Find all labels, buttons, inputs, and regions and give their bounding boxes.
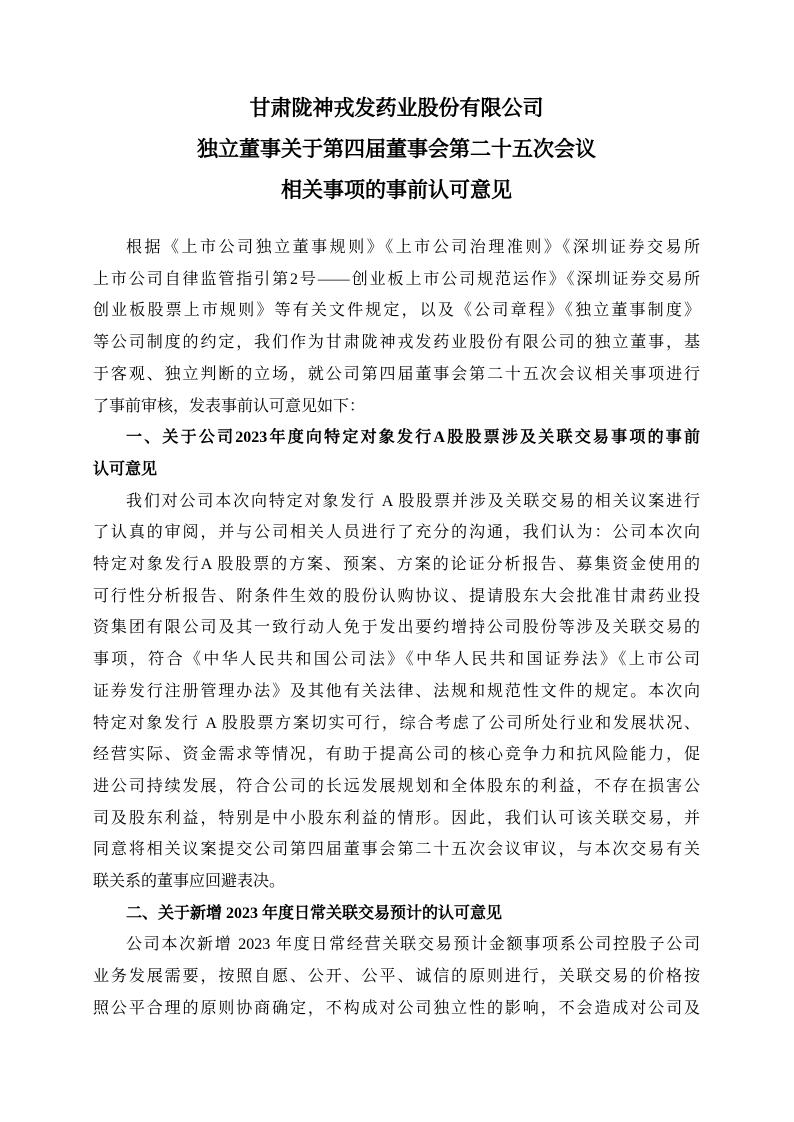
section-heading (93, 898, 700, 930)
title-line: 相关事项的事前认可意见 (281, 178, 512, 202)
text-line: 二、关于新增 2023 年度日常关联交易预计的认可意见 (126, 904, 503, 922)
document-title (93, 88, 700, 211)
paragraph (93, 232, 700, 422)
paragraph (93, 486, 700, 898)
text-line: 证券发行注册管理办法》及其他有关法律、法规和规范性文件的规定。本次向 (93, 682, 700, 700)
document-body (93, 232, 700, 1025)
paragraph (93, 929, 700, 1024)
text-line: 司及股东利益，特别是中小股东利益的情形。因此，我们认可该关联交易，并 (93, 809, 700, 827)
text-line: 可行性分析报告、附条件生效的股份认购协议、提请股东大会批准甘肃药业投 (93, 587, 700, 605)
text-line: 一、关于公司2023年度向特定对象发行A股股票涉及关联交易事项的事前 (126, 429, 700, 447)
text-line: 认可意见 (93, 460, 158, 478)
text-line: 根据《上市公司独立董事规则》《上市公司治理准则》《深圳证券交易所 (126, 239, 700, 256)
text-line: 照公平合理的原则协商确定，不构成对公司独立性的影响，不会造成对公司及 (93, 999, 700, 1017)
text-line: 经营实际、资金需求等情况，有助于提高公司的核心竞争力和抗风险能力，促 (93, 746, 700, 764)
text-line: 上市公司自律监管指引第2号——创业板上市公司规范运作》《深圳证券交易所 (93, 270, 700, 288)
text-line: 等公司制度的约定，我们作为甘肃陇神戎发药业股份有限公司的独立董事，基 (93, 334, 700, 352)
title-line: 甘肃陇神戎发药业股份有限公司 (249, 96, 544, 120)
text-line: 事项，符合《中华人民共和国公司法》《中华人民共和国证券法》《上市公司 (93, 651, 700, 669)
text-line: 同意将相关议案提交公司第四届董事会第二十五次会议审议，与本次交易有关 (93, 841, 700, 859)
title-line: 独立董事关于第四届董事会第二十五次会议 (197, 137, 596, 161)
section-heading (93, 422, 700, 485)
text-line: 创业板股票上市规则》等有关文件规定，以及《公司章程》《独立董事制度》 (93, 302, 700, 320)
text-line: 公司本次新增 2023 年度日常经营关联交易预计金额事项系公司控股子公司 (126, 936, 700, 954)
text-line: 了认真的审阅，并与公司相关人员进行了充分的沟通，我们认为：公司本次向 (93, 524, 700, 542)
text-line: 进公司持续发展，符合公司的长远发展规划和全体股东的利益，不存在损害公 (93, 777, 700, 795)
text-line: 于客观、独立判断的立场，就公司第四届董事会第二十五次会议相关事项进行 (93, 365, 700, 383)
text-line: 特定对象发行 A 股股票方案切实可行，综合考虑了公司所处行业和发展状况、 (93, 714, 700, 732)
text-line: 联关系的董事应回避表决。 (93, 873, 286, 891)
text-line: 特定对象发行A 股股票的方案、预案、方案的论证分析报告、募集资金使用的 (93, 556, 700, 574)
text-line: 业务发展需要，按照自愿、公开、公平、诚信的原则进行，关联交易的价格按 (93, 968, 700, 986)
text-line: 我们对公司本次向特定对象发行 A 股股票并涉及关联交易的相关议案进行 (126, 492, 700, 510)
text-line: 了事前审核，发表事前认可意见如下： (93, 397, 366, 415)
text-line: 资集团有限公司及其一致行动人免于发出要约增持公司股份等涉及关联交易的 (93, 619, 700, 637)
